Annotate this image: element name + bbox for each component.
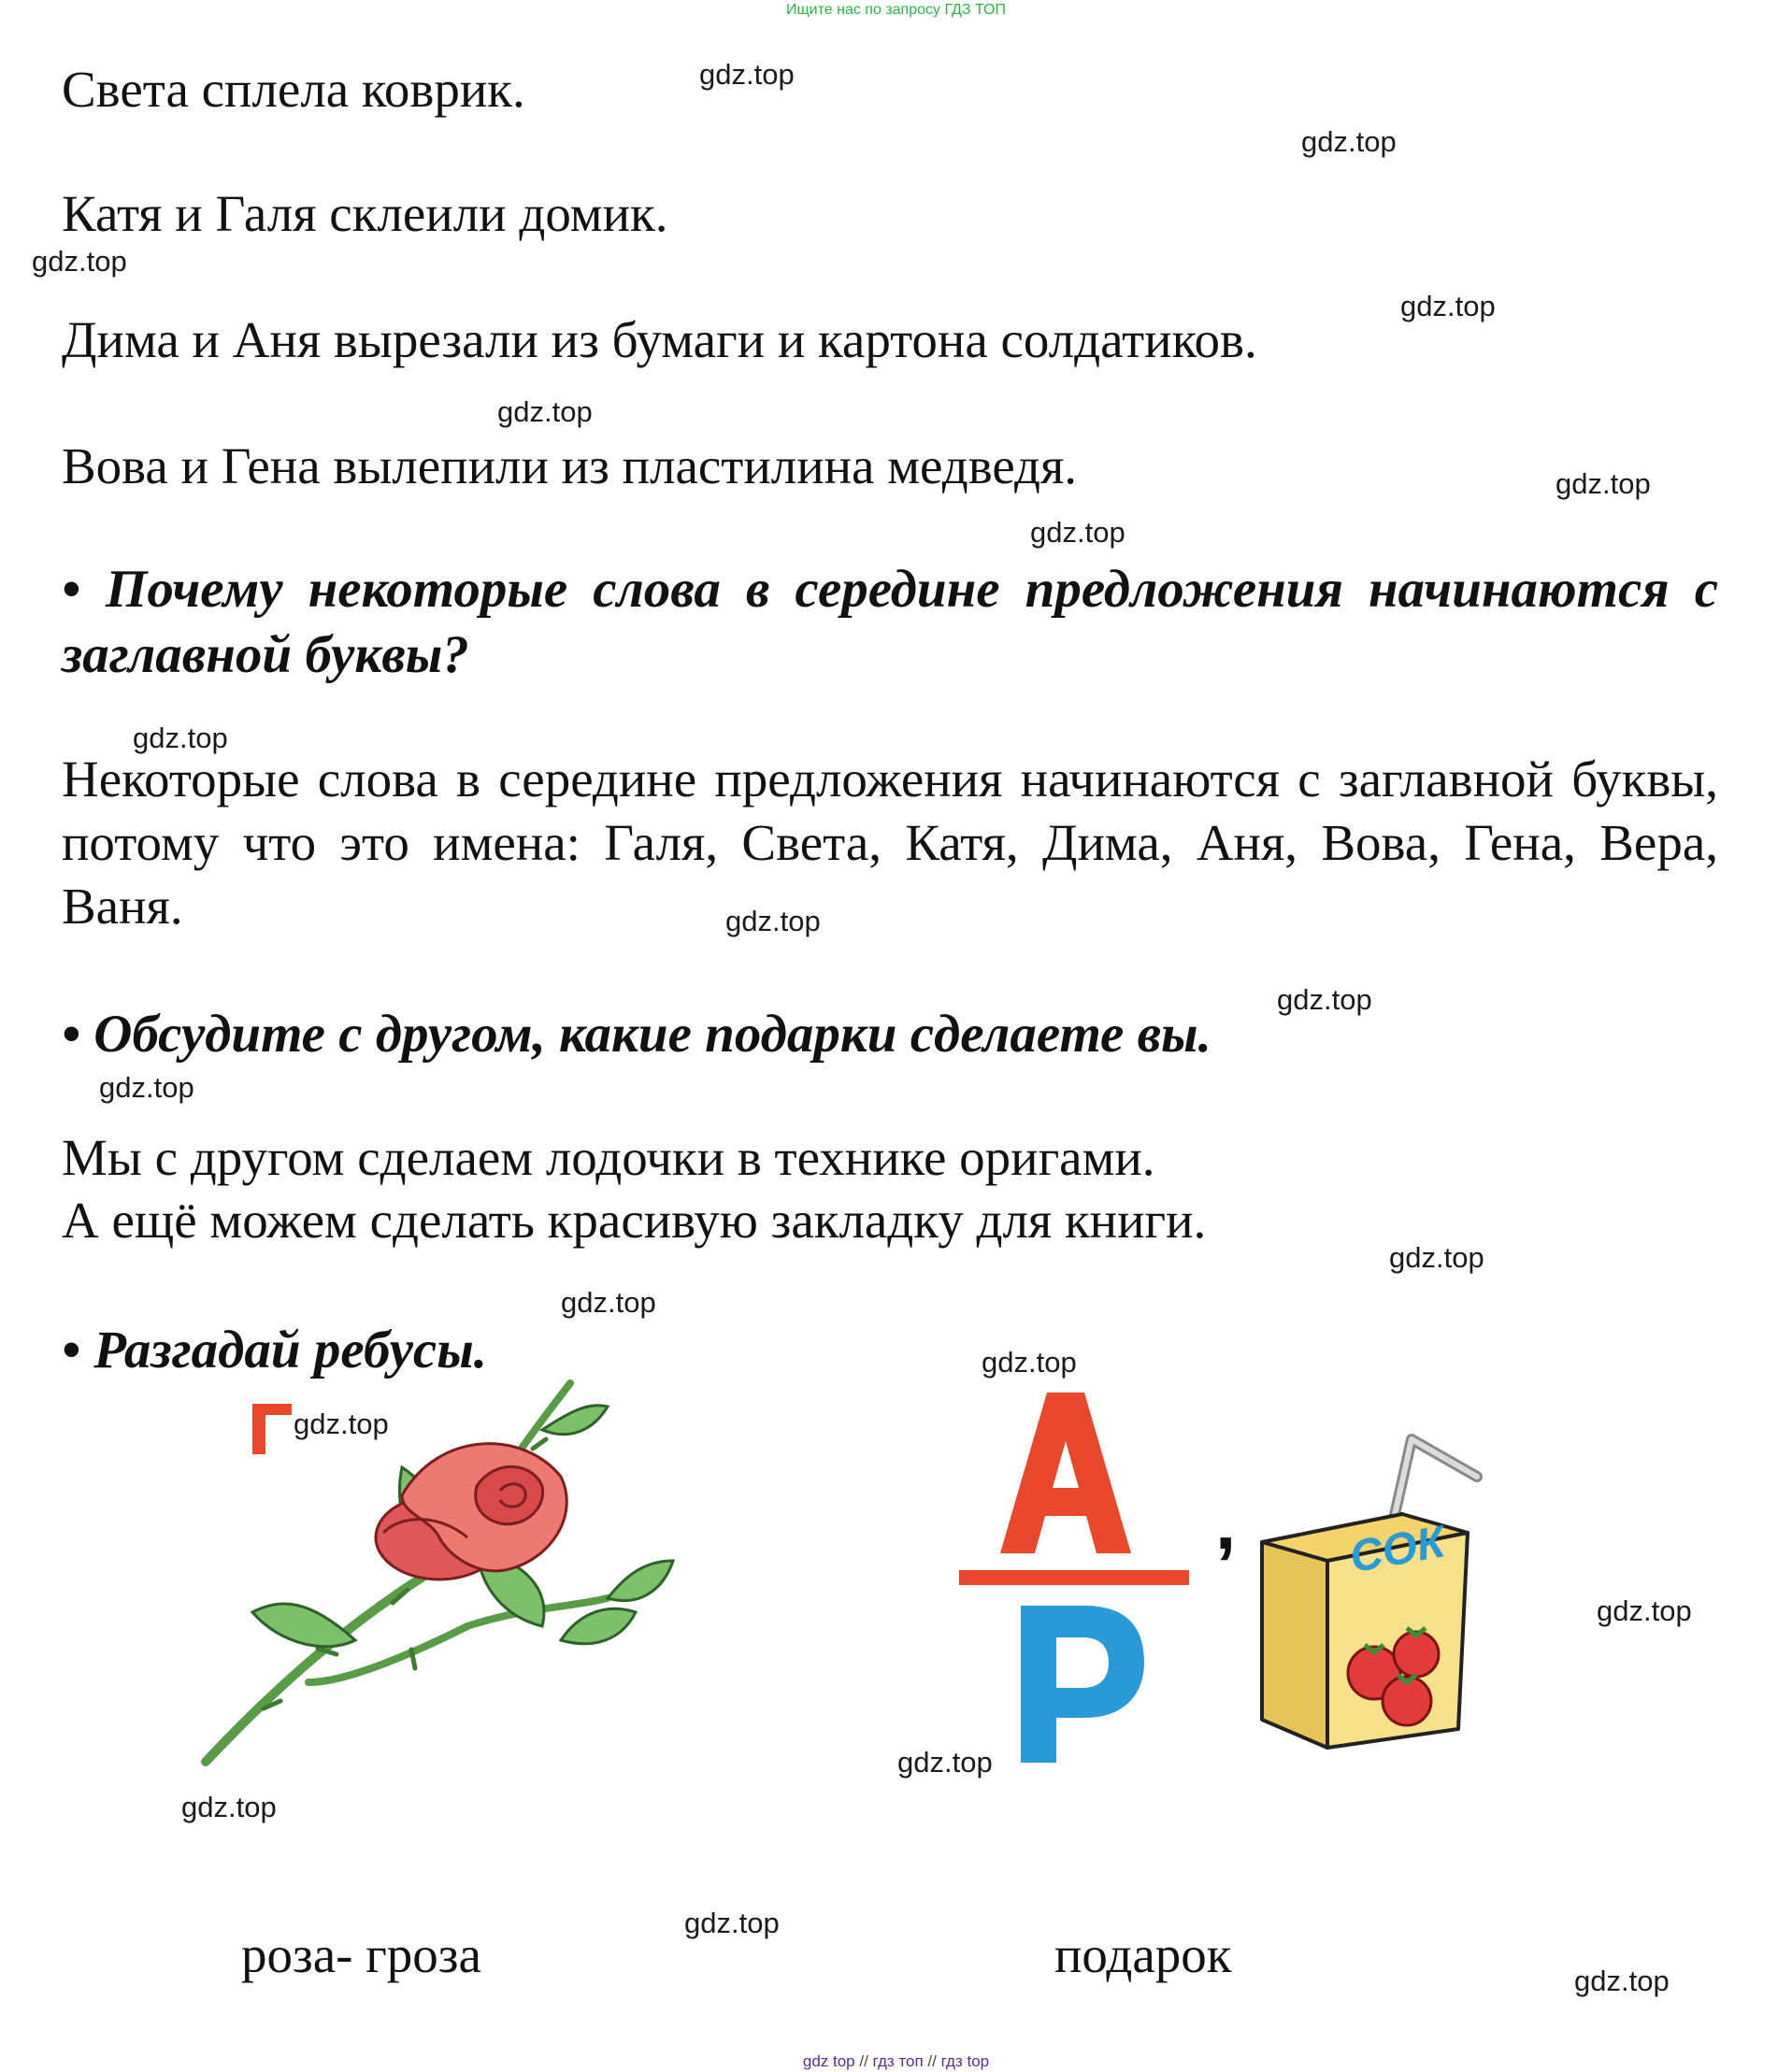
watermark: gdz.top (1555, 467, 1651, 500)
watermark: gdz.top (1574, 1965, 1670, 1997)
watermark: gdz.top (699, 58, 795, 91)
question-2-text: Обсудите с другом, какие подарки сделаете вы. (93, 1005, 1211, 1064)
watermark: gdz.top (684, 1907, 780, 1939)
watermark: gdz.top (725, 905, 821, 937)
question-2 (62, 1002, 1211, 1067)
rose-image (168, 1374, 692, 1776)
top-search-note[interactable]: Ищите нас по запросу ГДЗ ТОП (786, 2, 1006, 18)
question-1-text: Почему некоторые слова в середине предложения начинаются с заглавной буквы? (62, 560, 1719, 684)
rose-icon (168, 1374, 692, 1776)
watermark: gdz.top (561, 1286, 656, 1319)
sentence-3: Дима и Аня вырезали из бумаги и картона солдатиков. (62, 311, 1257, 368)
watermark: gdz.top (1301, 125, 1397, 158)
sentence-4: Вова и Гена вылепили из пластилина медведя. (62, 437, 1078, 494)
watermark: gdz.top (1389, 1241, 1484, 1274)
watermark: gdz.top (133, 722, 228, 754)
question-1 (62, 557, 1718, 688)
fraction-icon (944, 1383, 1197, 1776)
watermark: gdz.top (982, 1346, 1077, 1379)
footer-link-1[interactable]: gdz top (802, 2052, 855, 2070)
juice-box-label: СОК (1346, 1517, 1449, 1583)
footer-link-3[interactable]: гдз top (940, 2052, 990, 2070)
bullet: • (62, 560, 80, 619)
watermark: gdz.top (1597, 1594, 1692, 1627)
question-3-text: Разгадай ребусы. (93, 1321, 488, 1379)
sentence-1: Света сплела коврик. (62, 61, 525, 118)
sentence-2: Катя и Галя склеили домик. (62, 185, 668, 242)
juice-box-icon (1253, 1421, 1524, 1757)
answer-2-line-1: Мы с другом сделаем лодочки в технике оригами. (62, 1129, 1155, 1186)
watermark: gdz.top (897, 1746, 993, 1779)
watermark: gdz.top (1030, 516, 1125, 549)
rebus-1-answer: роза- гроза (241, 1926, 481, 1983)
footer-separator: // (927, 2052, 937, 2070)
answer-1: Некоторые слова в середине предложения начинаются с заглавной буквы, потому что это имена: Галя, Света, Катя, Дима, Аня, Вова, Гена, Вера, Ваня. (62, 750, 1718, 935)
watermark: gdz.top (497, 395, 593, 428)
watermark: gdz.top (32, 245, 127, 278)
watermark: gdz.top (99, 1071, 194, 1104)
rebus-2-answer: подарок (1054, 1926, 1232, 1983)
rebus-2-letters (944, 1383, 1197, 1776)
bullet: • (62, 1005, 80, 1064)
footer (0, 2052, 1792, 2071)
answer-2-line-2: А ещё можем сделать красивую закладку для книги. (62, 1192, 1207, 1249)
bullet: • (62, 1321, 80, 1379)
watermark: gdz.top (294, 1408, 389, 1440)
watermark: gdz.top (181, 1791, 277, 1823)
footer-link-2[interactable]: гдз топ (872, 2052, 924, 2070)
rebus-2-comma: , (1215, 1481, 1237, 1565)
watermark: gdz.top (1400, 290, 1496, 322)
watermark: gdz.top (1277, 983, 1372, 1016)
footer-separator: // (859, 2052, 868, 2070)
juice-box-image (1253, 1421, 1524, 1757)
